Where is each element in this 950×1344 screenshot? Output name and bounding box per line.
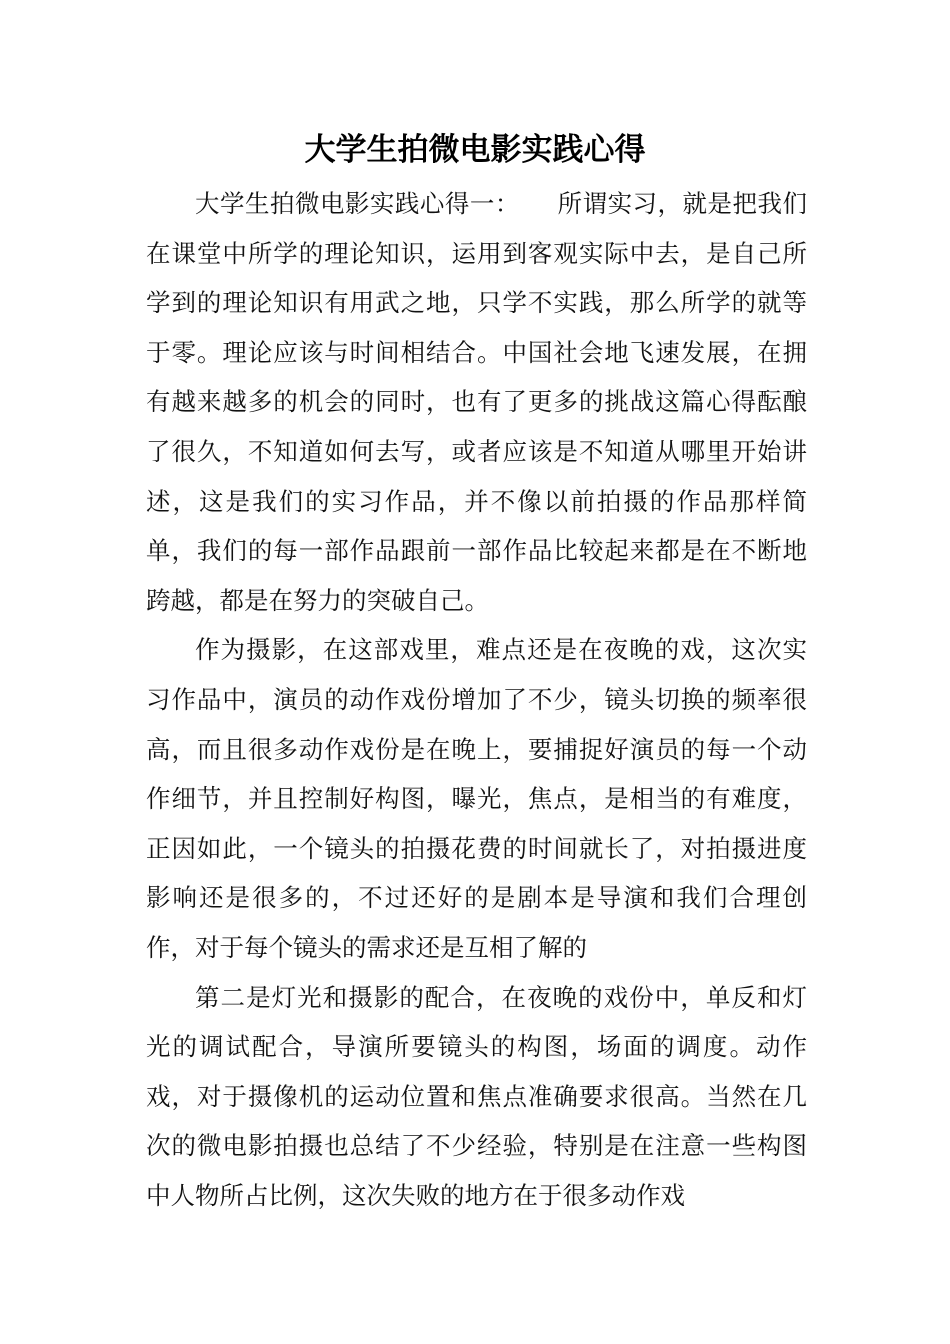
paragraph-3: 第二是灯光和摄影的配合，在夜晚的戏份中，单反和灯光的调试配合，导演所要镜头的构图，场面的调度。动作戏，对于摄像机的运动位置和焦点准确要求很高。当然在几次的微电影拍摄也总结了不少经验，特别是在注意一些构图中人物所占比例，这次失败的地方在于很多动作戏 xyxy=(146,982,807,1210)
paragraph-2: 作为摄影，在这部戏里，难点还是在夜晚的戏，这次实习作品中，演员的动作戏份增加了不少，镜头切换的频率很高，而且很多动作戏份是在晚上，要捕捉好演员的每一个动作细节，并且控制好构图，曝光，焦点，是相当的有难度，正因如此，一个镜头的拍摄花费的时间就长了，对拍摄进度影响还是很多的，不过还好的是剧本是导演和我们合理创作，对于每个镜头的需求还是互相了解的 xyxy=(146,635,807,962)
paragraph-1: 大学生拍微电影实践心得一： 所谓实习，就是把我们在课堂中所学的理论知识，运用到客观实际中去，是自己所学到的理论知识有用武之地，只学不实践，那么所学的就等于零。理论应该与时间相结合。中国社会地飞速发展，在拥有越来越多的机会的同时，也有了更多的挑战这篇心得酝酿了很久，不知道如何去写，或者应该是不知道从哪里开始讲述，这是我们的实习作品，并不像以前拍摄的作品那样简单，我们的每一部作品跟前一部作品比较起来都是在不断地跨越，都是在努力的突破自己。 xyxy=(146,189,807,615)
document-title: 大学生拍微电影实践心得 xyxy=(304,132,646,168)
document-body xyxy=(146,179,807,1220)
